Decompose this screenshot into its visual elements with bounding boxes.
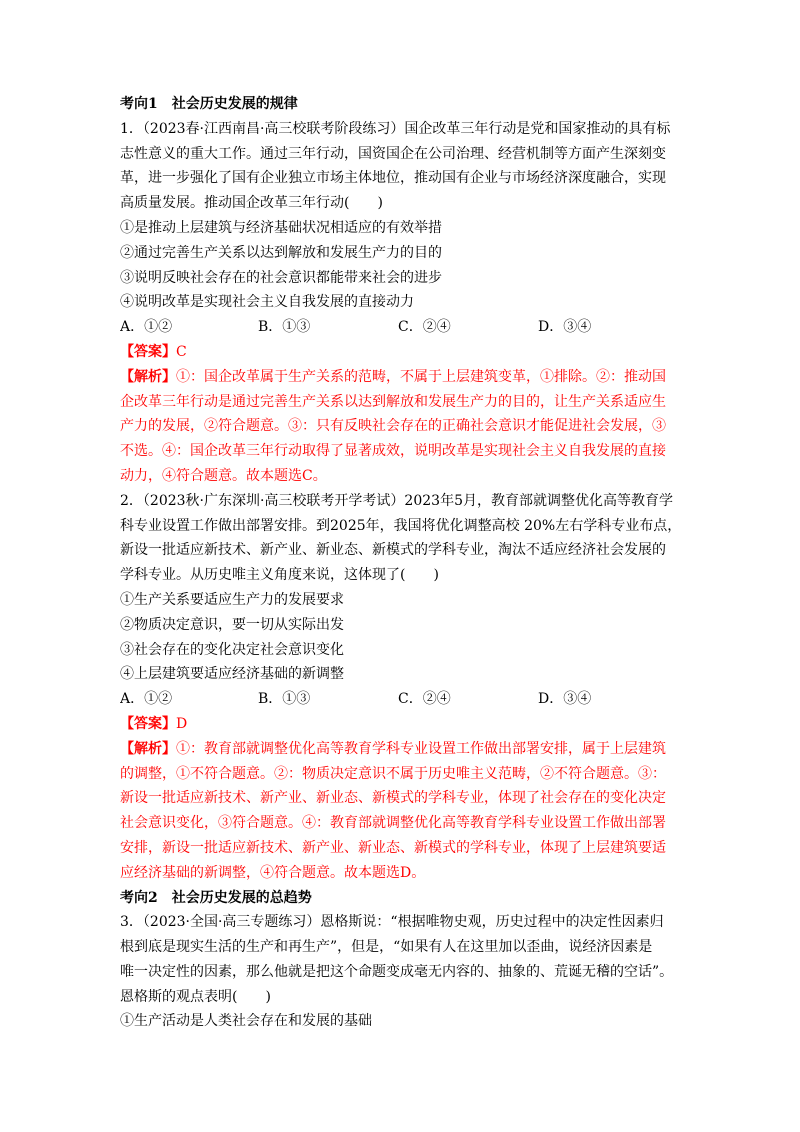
answer-options: [120, 687, 692, 712]
statement-item: ①生产关系要适应生产力的发展要求: [120, 591, 344, 608]
answer-value: D: [176, 715, 188, 732]
statement-item: ②通过完善生产关系以达到解放和发展生产力的目的: [120, 244, 442, 261]
section-number: 考向2: [120, 889, 158, 906]
analysis-line: [120, 737, 692, 762]
analysis-line: 应经济基础的新调整，④符合题意。故本题选D。: [120, 864, 426, 881]
analysis-line: 企改革三年行动是通过完善生产关系以达到解放和发展生产力的目的，让生产关系适应生: [120, 393, 666, 410]
question-stem-line: 恩格斯的观点表明( ): [120, 988, 271, 1005]
statement-item: ②物质决定意识，要一切从实际出发: [120, 616, 344, 633]
question-stem-line: 1．（2023春·江西南昌·高三校联考阶段练习）国企改革三年行动是党和国家推动的具有标: [120, 120, 671, 137]
answer-options: [120, 315, 692, 340]
question-stem-line: 唯一决定性的因素，那么他就是把这个命题变成毫无内容的、抽象的、荒诞无稽的空话”。: [120, 963, 674, 980]
answer-value: C: [176, 343, 187, 360]
statement-item: ③社会存在的变化决定社会意识变化: [120, 641, 344, 658]
option-d: D．③④: [538, 691, 592, 708]
analysis-line: [120, 365, 692, 390]
option-c: C．②④: [398, 691, 451, 708]
statement-item: ④说明改革是实现社会主义自我发展的直接动力: [120, 294, 414, 311]
answer-line: [120, 712, 692, 737]
question-stem-line: 志性意义的重大工作。通过三年行动，国资国企在公司治理、经营机制等方面产生深刻变: [120, 145, 666, 162]
analysis-text: ①：教育部就调整优化高等教育学科专业设置工作做出部署安排，属于上层建筑: [176, 740, 666, 757]
question-1: [120, 117, 692, 489]
analysis-line: 产力的发展，②符合题意。③：只有反映社会存在的正确社会意识才能促进社会发展，③: [120, 418, 666, 435]
section-number: 考向1: [120, 96, 158, 112]
option-b: B．①③: [258, 319, 311, 336]
question-2: [120, 489, 692, 886]
statement-item: ③说明反映社会存在的社会意识都能带来社会的进步: [120, 269, 442, 286]
question-stem-line: 科专业设置工作做出部署安排。到2025年，我国将优化调整高校 20%左右学科专业布点，: [120, 517, 682, 534]
analysis-line: 不选。④：国企改革三年行动取得了显著成效，说明改革是实现社会主义自我发展的直接: [120, 443, 666, 460]
option-d: D．③④: [538, 319, 592, 336]
analysis-tag: 【解析】: [120, 740, 176, 757]
option-a: A．①②: [120, 319, 173, 336]
question-stem-line: 高质量发展。推动国企改革三年行动( ): [120, 195, 383, 212]
question-stem-line: 根到底是现实生活的生产和再生产”，但是，“如果有人在这里加以歪曲，说经济因素是: [120, 939, 653, 956]
statement-item: ①生产活动是人类社会存在和发展的基础: [120, 1013, 372, 1030]
option-a: A．①②: [120, 691, 173, 708]
section-heading-1: [120, 92, 692, 117]
analysis-line: 动力，④符合题意。故本题选C。: [120, 467, 327, 484]
question-stem-line: 学科专业。从历史唯主义角度来说，这体现了( ): [120, 567, 439, 584]
analysis-line: 安排，新设一批适应新技术、新产业、新业态、新模式的学科专业，体现了上层建筑要适: [120, 839, 666, 856]
question-stem-line: 3．（2023·全国·高三专题练习）恩格斯说：“根据唯物史观，历史过程中的决定性因素归: [120, 914, 664, 931]
section-title: 社会历史发展的规律: [171, 96, 298, 112]
statement-item: ①是推动上层建筑与经济基础状况相适应的有效举措: [120, 219, 442, 236]
analysis-line: 社会意识变化，③符合题意。④：教育部就调整优化高等教育学科专业设置工作做出部署: [120, 815, 666, 832]
analysis-text: ①：国企改革属于生产关系的范畴，不属于上层建筑变革，①排除。②：推动国: [176, 368, 666, 385]
question-stem-line: 2．（2023秋·广东深圳·高三校联考开学考试）2023年5月，教育部就调整优化高等教育学: [120, 492, 673, 509]
question-stem-line: 新设一批适应新技术、新产业、新业态、新模式的学科专业，淘汰不适应经济社会发展的: [120, 542, 666, 559]
answer-tag: 【答案】: [120, 343, 176, 360]
analysis-tag: 【解析】: [120, 368, 176, 385]
section-heading-2: [120, 886, 692, 911]
option-b: B．①③: [258, 691, 311, 708]
answer-tag: 【答案】: [120, 715, 176, 732]
section-title: 社会历史发展的总趋势: [171, 889, 312, 906]
analysis-line: 的调整，①不符合题意。②：物质决定意识不属于历史唯主义范畴，②不符合题意。③：: [120, 765, 666, 782]
analysis-line: 新设一批适应新技术、新产业、新业态、新模式的学科专业，体现了社会存在的变化决定: [120, 790, 666, 807]
statement-item: ④上层建筑要适应经济基础的新调整: [120, 666, 344, 683]
document-page: [120, 92, 692, 1034]
answer-line: [120, 340, 692, 365]
question-stem-line: 革，进一步强化了国有企业独立市场主体地位，推动国有企业与市场经济深度融合，实现: [120, 170, 666, 187]
question-3: [120, 910, 692, 1034]
option-c: C．②④: [398, 319, 451, 336]
